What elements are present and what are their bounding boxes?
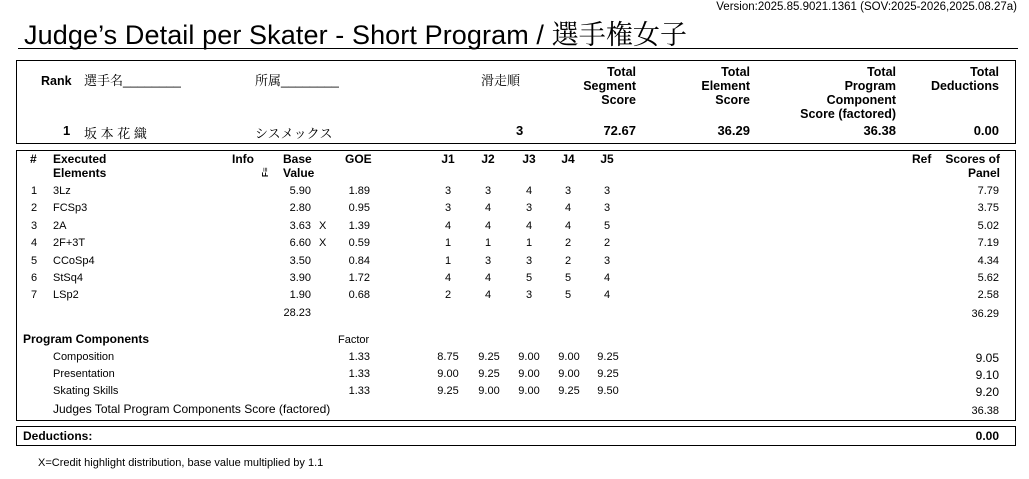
pc-judge-3-score: 9.00 [518,385,540,398]
judge-2-score: 4 [484,289,492,302]
element-goe: 1.72 [348,272,370,284]
judge-1-score: 1 [444,237,452,250]
judge-3-score: 4 [525,219,533,232]
skater-tss: 72.67 [603,123,636,138]
pc-total: 36.38 [971,405,999,417]
skater-pcs: 36.38 [863,123,896,138]
pc-factor: 1.33 [348,368,370,381]
element-panel-score: 4.34 [977,254,999,267]
pc-score: 9.05 [975,351,999,365]
judge-5-score: 5 [603,219,611,232]
pc-score: 9.10 [975,368,999,383]
elements-total: 36.29 [971,308,999,320]
judge-3-score: 3 [525,202,533,215]
footnote: X=Credit highlight distribution, base value multiplied by 1.1 [38,457,324,469]
pc-judge-3-score: 9.00 [518,351,540,363]
tss-label: Total Segment Score [583,65,636,107]
judge-3-score: 3 [525,289,533,302]
judge-5-score: 3 [603,254,611,267]
deductions-label: Deductions: [23,429,93,443]
name-label: 選手名________ [84,73,181,88]
rank-label: Rank [41,74,72,88]
element-number: 5 [31,254,38,267]
element-panel-score: 5.02 [977,219,999,232]
judge-1-score: 3 [444,202,452,215]
col-fbl: F≡ [261,167,270,177]
element-base: 3.50 [289,254,311,267]
pc-judge-4-score: 9.25 [558,385,580,398]
pc-judge-4-score: 9.00 [558,368,580,381]
skater-ded: 0.00 [973,123,999,138]
pc-judge-5-score: 9.25 [597,351,619,363]
judge-1-score: 2 [444,289,452,302]
judge-2-score: 3 [484,185,492,197]
pc-factor-label: Factor [338,334,370,346]
element-base: 1.90 [289,289,311,302]
pc-name: Presentation [53,368,115,381]
judge-4-score: 5 [564,289,572,302]
pc-judge-1-score: 8.75 [437,351,459,363]
pc-judge-4-score: 9.00 [558,351,580,363]
judge-3-score: 3 [525,254,533,267]
element-number: 4 [31,237,38,250]
pc-total-label: Judges Total Program Components Score (factored) [53,402,331,416]
col-j5: J5 [600,152,614,166]
judge-5-score: 4 [603,272,611,284]
pc-factor: 1.33 [348,351,370,363]
skater-club: シスメックス [255,126,333,141]
pcs-label: Total Program Component Score (factored) [800,65,896,121]
element-code: CCoSp4 [53,254,95,267]
col-elements: Executed Elements [53,152,107,180]
col-j4: J4 [561,152,575,166]
judge-4-score: 4 [564,219,572,232]
deductions-value: 0.00 [975,429,999,443]
element-code: StSq4 [53,272,83,284]
element-code: 2A [53,219,67,232]
judge-3-score: 4 [525,185,533,197]
element-goe: 1.39 [348,219,370,232]
col-goe: GOE [345,152,372,166]
ded-label: Total Deductions [930,65,999,93]
skater-order: 3 [516,123,524,138]
pc-name: Skating Skills [53,385,119,398]
judge-5-score: 3 [603,185,611,197]
tes-label: Total Element Score [701,65,750,107]
base-total: 28.23 [283,307,311,319]
deductions-box [16,426,1016,446]
col-base: Base Value [283,152,315,180]
element-number: 3 [31,219,38,232]
version-text: Version:2025.85.9021.1361 (SOV:2025-2026,2025.08.27a) [716,1,1017,13]
col-info: Info [232,152,254,166]
pc-name: Composition [53,351,115,363]
pc-judge-1-score: 9.25 [437,385,459,398]
pc-judge-1-score: 9.00 [437,368,459,381]
element-credit-mark: X [319,237,327,250]
judge-5-score: 4 [603,289,611,302]
judge-2-score: 4 [484,202,492,215]
element-panel-score: 7.19 [977,237,999,250]
element-code: LSp2 [53,289,79,302]
judge-2-score: 4 [484,272,492,284]
element-goe: 0.95 [348,202,370,215]
element-panel-score: 7.79 [977,185,999,197]
title-rule [18,48,1018,49]
judge-1-score: 3 [444,185,452,197]
element-base: 2.80 [289,202,311,215]
element-base: 3.63 [289,219,311,232]
skater-name: 坂 本 花 織 [84,126,147,141]
club-label: 所属________ [255,73,339,88]
element-code: 2F+3T [53,237,86,250]
element-code: FCSp3 [53,202,88,215]
judge-1-score: 4 [444,272,452,284]
judge-2-score: 3 [484,254,492,267]
element-number: 2 [31,202,38,215]
element-base: 3.90 [289,272,311,284]
pc-judge-3-score: 9.00 [518,368,540,381]
col-ref: Ref [912,152,932,166]
pc-heading: Program Components [23,332,150,346]
element-base: 5.90 [289,185,311,197]
element-panel-score: 5.62 [977,272,999,284]
col-num: # [30,152,37,166]
judge-4-score: 2 [564,237,572,250]
element-panel-score: 3.75 [977,202,999,215]
pc-score: 9.20 [975,385,999,400]
element-panel-score: 2.58 [977,289,999,302]
pc-judge-2-score: 9.25 [478,351,500,363]
skater-rank: 1 [63,123,71,138]
pc-judge-2-score: 9.00 [478,385,500,398]
judge-2-score: 1 [484,237,492,250]
col-j2: J2 [481,152,495,166]
judge-3-score: 1 [525,237,533,250]
pc-judge-5-score: 9.25 [597,368,619,381]
element-goe: 1.89 [348,185,370,197]
detail-box [16,150,1016,421]
element-credit-mark: X [319,219,327,232]
order-label: 滑走順 [481,73,521,88]
judge-4-score: 3 [564,185,572,197]
pc-judge-5-score: 9.50 [597,385,619,398]
judge-4-score: 4 [564,202,572,215]
judge-4-score: 5 [564,272,572,284]
col-j3: J3 [522,152,536,166]
col-panel: Scores of Panel [945,152,1000,180]
pc-judge-2-score: 9.25 [478,368,500,381]
pc-factor: 1.33 [348,385,370,398]
judge-2-score: 4 [484,219,492,232]
judge-3-score: 5 [525,272,533,284]
element-goe: 0.59 [348,237,370,250]
judge-5-score: 3 [603,202,611,215]
element-code: 3Lz [53,185,71,197]
element-goe: 0.84 [348,254,370,267]
skater-tes: 36.29 [717,123,750,138]
judge-1-score: 4 [444,219,452,232]
element-base: 6.60 [289,237,311,250]
skater-summary-box [16,60,1016,144]
col-j1: J1 [441,152,455,166]
page-title: Judge’s Detail per Skater - Short Program / 選手権女子 [24,20,688,50]
element-goe: 0.68 [348,289,370,302]
judge-1-score: 1 [444,254,452,267]
judge-4-score: 2 [564,254,572,267]
element-number: 6 [31,272,38,284]
element-number: 7 [31,289,38,302]
judge-5-score: 2 [603,237,611,250]
element-number: 1 [31,185,38,197]
